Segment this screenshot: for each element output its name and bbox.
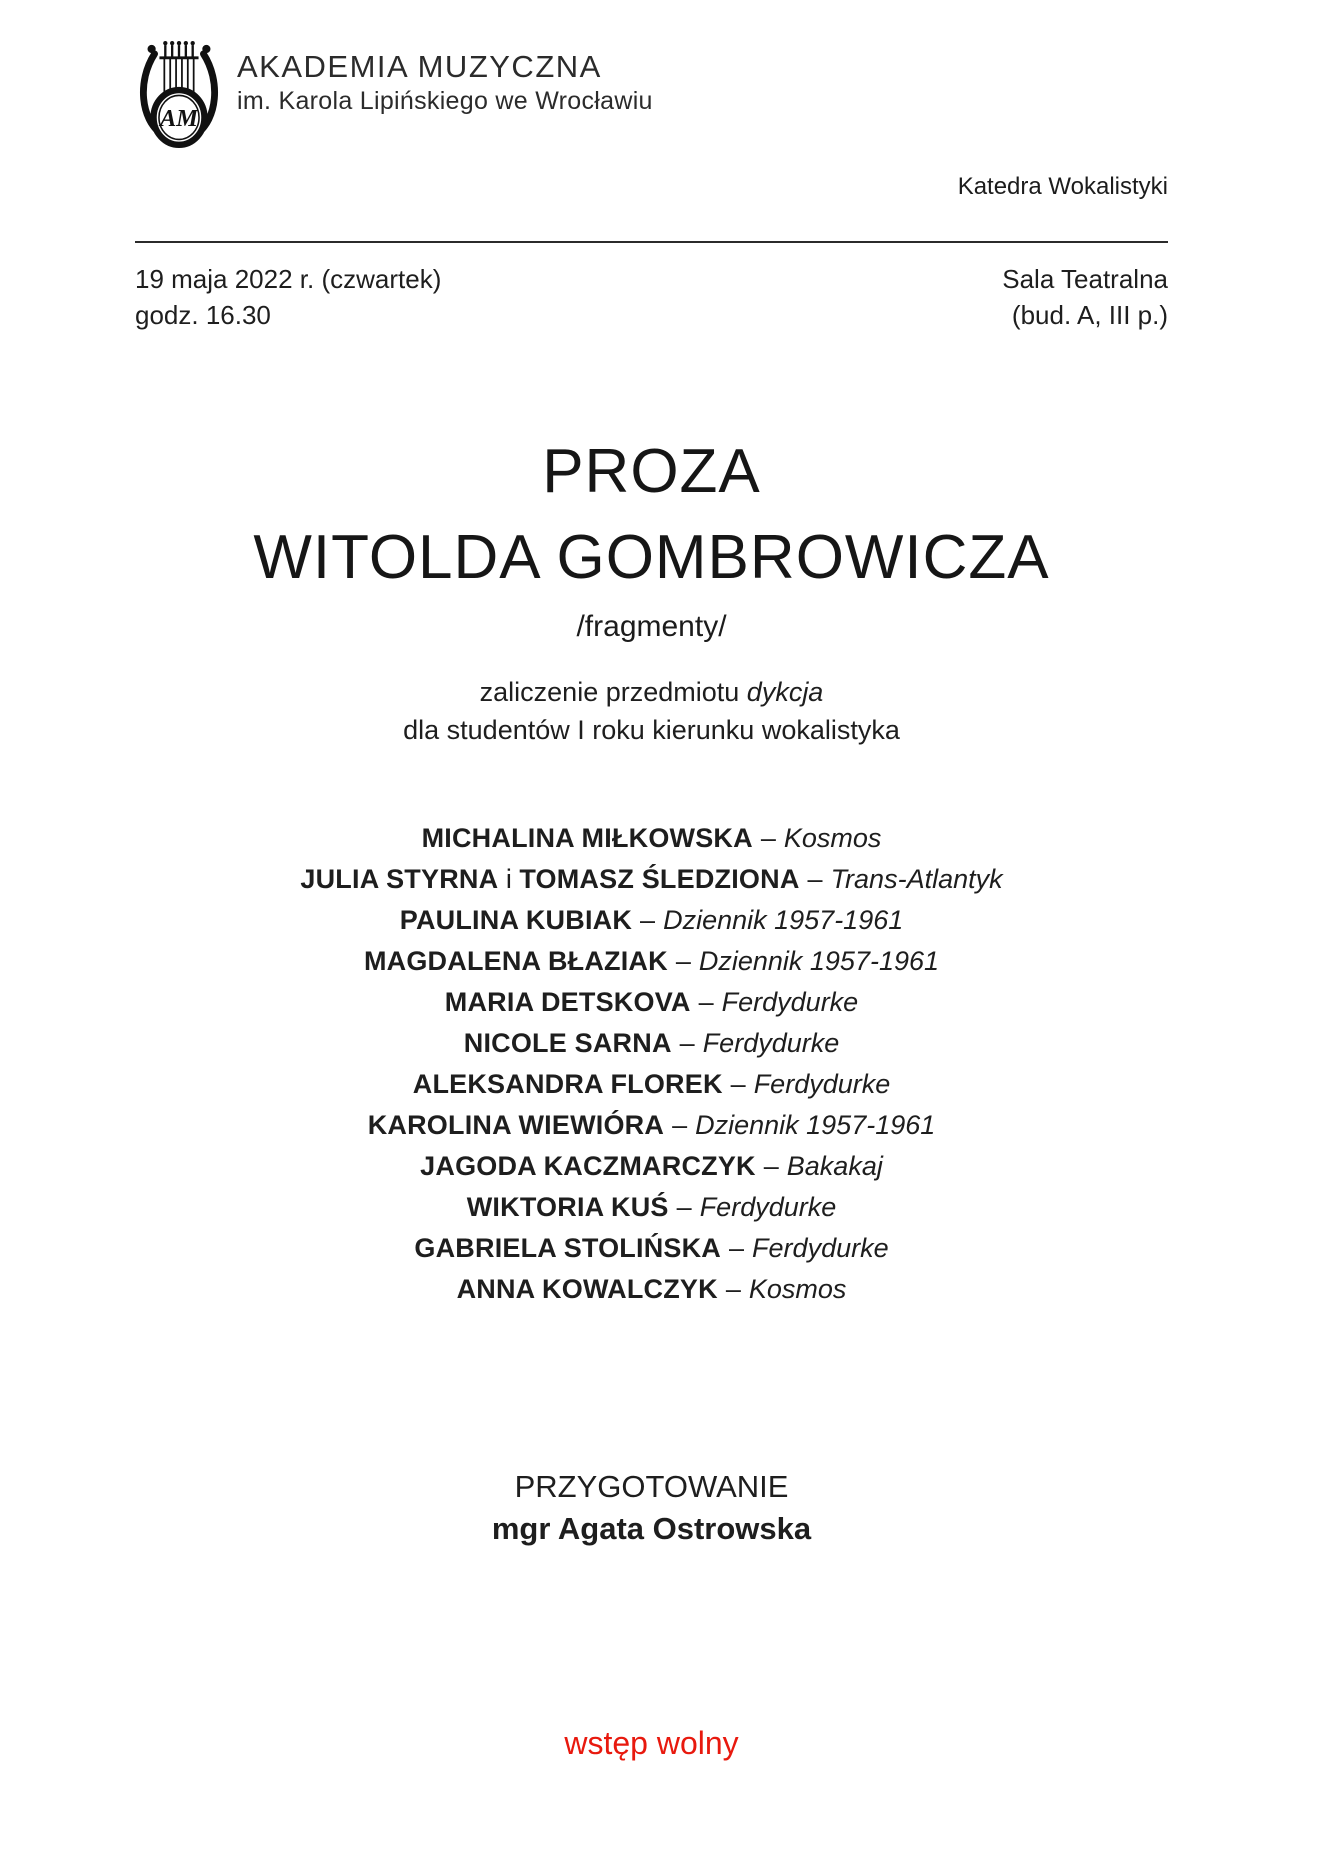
performer-name: JAGODA KACZMARCZYK [420,1151,756,1181]
dash-separator: – [760,823,776,853]
preparation-person: mgr Agata Ostrowska [491,1511,812,1546]
performer-work: Kosmos [748,1274,847,1304]
performer-name: ALEKSANDRA FLOREK [412,1069,723,1099]
dash-separator: – [679,1028,695,1058]
performer-row [135,1023,1168,1064]
description-line-1 [135,673,1168,711]
performer-name: MICHALINA MIŁKOWSKA [421,823,753,853]
dash-separator: – [807,864,823,894]
performer-row [135,859,1168,900]
performer-name: GABRIELA STOLIŃSKA [414,1233,722,1263]
description-subject: dykcja [746,677,824,707]
performer-row [135,1187,1168,1228]
dash-separator: – [675,946,691,976]
performer-work: Dziennik 1957-1961 [663,905,904,935]
performer-row [135,1269,1168,1310]
performer-row [135,900,1168,941]
performer-name: ANNA KOWALCZYK [456,1274,718,1304]
performer-name: WIKTORIA KUŚ [466,1192,669,1222]
preparation-heading: PRZYGOTOWANIE [514,1469,789,1504]
performer-name: MARIA DETSKOVA [444,987,691,1017]
performer-row [135,941,1168,982]
institution-line2: im. Karola Lipińskiego we Wrocławiu [237,87,653,116]
event-info [135,261,1168,333]
performer-name: PAULINA KUBIAK [399,905,633,935]
performer-work: Trans-Atlantyk [830,864,1003,894]
performer-row [135,1228,1168,1269]
admission-note: wstęp wolny [564,1725,739,1761]
institution-line1: AKADEMIA MUZYCZNA [237,49,602,84]
title-line-1: PROZA [542,437,761,506]
lyre-icon [135,38,223,148]
performer-work: Ferdydurke [702,1028,840,1058]
event-date: 19 maja 2022 r. (czwartek) [135,264,442,294]
title-fragment: /fragmenty/ [576,610,727,643]
title-line-2: WITOLDA GOMBROWICZA [253,523,1050,592]
performer-name-2: TOMASZ ŚLEDZIONA [519,864,800,894]
performer-row [135,818,1168,859]
performer-work: Bakakaj [786,1151,883,1181]
performers-list [135,818,1168,1310]
event-venue-detail: (bud. A, III p.) [1011,300,1168,330]
header-logo [135,38,1168,148]
dash-separator: – [640,905,656,935]
department-label: Katedra Wokalistyki [957,173,1168,200]
performer-connector: i [498,864,520,894]
performer-name: JULIA STYRNA [300,864,499,894]
performer-name: MAGDALENA BŁAZIAK [363,946,668,976]
performer-work: Dziennik 1957-1961 [695,1110,936,1140]
event-venue: Sala Teatralna [1002,264,1168,294]
performer-work: Ferdydurke [699,1192,837,1222]
event-time: godz. 16.30 [135,300,271,330]
preparation-block [135,1466,1168,1550]
dash-separator: – [698,987,714,1017]
dash-separator: – [763,1151,779,1181]
performer-row [135,1064,1168,1105]
description-line-2: dla studentów I roku kierunku wokalistyka [403,715,900,745]
performer-row [135,1105,1168,1146]
svg-text:AM: AM [159,105,199,133]
dash-separator: – [730,1069,746,1099]
performer-work: Ferdydurke [753,1069,891,1099]
performer-row [135,1146,1168,1187]
header-divider [135,241,1168,243]
performer-work: Dziennik 1957-1961 [698,946,940,976]
performer-row [135,982,1168,1023]
dash-separator: – [729,1233,745,1263]
event-title [135,429,1168,645]
dash-separator: – [672,1110,688,1140]
event-description [135,673,1168,749]
performer-work: Ferdydurke [752,1233,889,1263]
description-prefix: zaliczenie przedmiotu [479,677,747,707]
performer-work: Kosmos [783,823,882,853]
performer-name: KAROLINA WIEWIÓRA [367,1110,665,1140]
performer-name: NICOLE SARNA [463,1028,672,1058]
institution-name [237,38,653,116]
performer-work: Ferdydurke [721,987,859,1017]
dash-separator: – [676,1192,692,1222]
dash-separator: – [725,1274,741,1304]
